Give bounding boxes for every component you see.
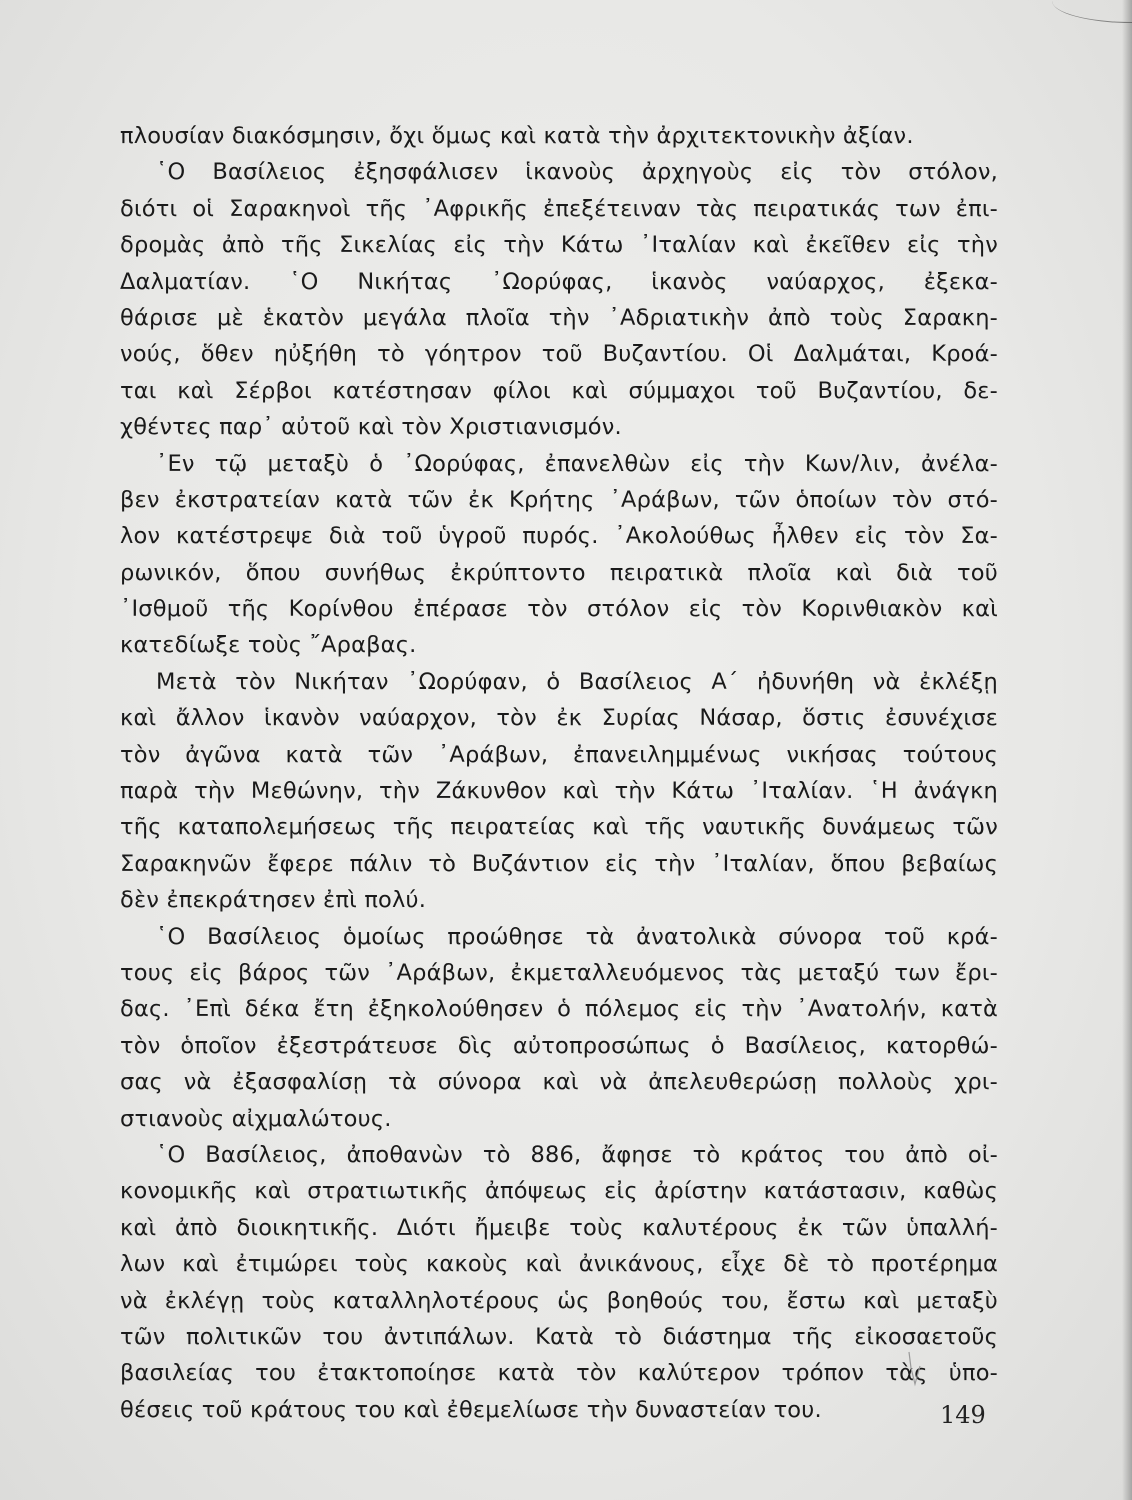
text-line: τῆς καταπολεμήσεως τῆς πειρατείας καὶ τῆς ναυτικῆς δυνάμεως τῶν xyxy=(120,814,998,841)
text-line: λον κατέστρεψε διὰ τοῦ ὑγροῦ πυρός. ᾿Ακολούθως ἦλθεν εἰς τὸν Σα- xyxy=(120,523,998,550)
text-line: παρὰ τὴν Μεθώνην, τὴν Ζάκυνθον καὶ τὴν Κάτω ᾿Ιταλίαν. ῾Η ἀνάγκη xyxy=(120,778,998,805)
text-line: πλουσίαν διακόσμησιν, ὄχι ὅμως καὶ κατὰ τὴν ἀρχιτεκτονικὴν ἀξίαν. xyxy=(120,123,914,149)
text-line: ρωνικόν, ὅπου συνήθως ἐκρύπτοντο πειρατικὰ πλοῖα καὶ διὰ τοῦ xyxy=(120,559,998,586)
text-line: τῶν πολιτικῶν του ἀντιπάλων. Κατὰ τὸ διάστημα τῆς εἰκοσαετοῦς xyxy=(120,1323,998,1350)
text-line: δρομὰς ἀπὸ τῆς Σικελίας εἰς τὴν Κάτω ᾿Ιταλίαν καὶ ἐκεῖθεν εἰς τὴν xyxy=(120,232,998,259)
text-line: ᾿Εν τῷ μεταξὺ ὁ ᾿Ωορύφας, ἐπανελθὼν εἰς τὴν Κων/λιν, ἀνέλα- xyxy=(156,450,998,477)
text-line: θάρισε μὲ ἑκατὸν μεγάλα πλοῖα τὴν ᾿Αδριατικὴν ἀπὸ τοὺς Σαρακη- xyxy=(120,304,998,331)
text-line: δας. ᾿Επὶ δέκα ἔτη ἐξηκολούθησεν ὁ πόλεμος εἰς τὴν ᾿Ανατολήν, κατὰ xyxy=(120,996,998,1023)
text-line: τὸν ὁποῖον ἐξεστράτευσε δὶς αὐτοπροσώπως ὁ Βασίλειος, κατορθώ- xyxy=(120,1032,998,1059)
text-line: βασιλείας του ἐτακτοποίησε κατὰ τὸν καλύτερον τρόπον τὰς ὑπο- xyxy=(120,1360,998,1387)
text-line: διότι οἱ Σαρακηνοὶ τῆς ᾿Αφρικῆς ἐπεξέτειναν τὰς πειρατικάς των ἐπι- xyxy=(120,195,998,222)
text-line: στιανοὺς αἰχμαλώτους. xyxy=(120,1105,392,1132)
text-line: λων καὶ ἐτιμώρει τοὺς κακοὺς καὶ ἀνικάνους, εἶχε δὲ τὸ προτέρημα xyxy=(120,1251,998,1278)
text-line: δὲν ἐπεκράτησεν ἐπὶ πολύ. xyxy=(120,887,427,914)
text-line: Δαλματίαν. ῾Ο Νικήτας ᾿Ωορύφας, ἱκανὸς ναύαρχος, ἐξεκα- xyxy=(120,268,998,295)
text-line: καὶ ἄλλον ἱκανὸν ναύαρχον, τὸν ἐκ Συρίας Νάσαρ, ὅστις ἐσυνέχισε xyxy=(120,705,998,732)
text-line: Μετὰ τὸν Νικήταν ᾿Ωορύφαν, ὁ Βασίλειος Α΄ ἠδυνήθη νὰ ἐκλέξῃ xyxy=(156,668,998,695)
body-text xyxy=(120,118,998,1428)
text-line: σας νὰ ἐξασφαλίσῃ τὰ σύνορα καὶ νὰ ἀπελευθερώσῃ πολλοὺς χρι- xyxy=(120,1069,998,1096)
text-line: θέσεις τοῦ κράτους του καὶ ἐθεμελίωσε τὴν δυναστείαν του. xyxy=(120,1396,822,1423)
text-line: ται καὶ Σέρβοι κατέστησαν φίλοι καὶ σύμμαχοι τοῦ Βυζαντίου, δε- xyxy=(120,377,998,404)
text-line: χθέντες παρ᾿ αὐτοῦ καὶ τὸν Χριστιανισμόν. xyxy=(120,414,622,441)
pencil-mark xyxy=(905,1350,925,1390)
page-corner-curl xyxy=(1052,0,1132,23)
text-line: ῾Ο Βασίλειος, ἀποθανὼν τὸ 886, ἄφησε τὸ κράτος του ἀπὸ οἰ- xyxy=(156,1141,998,1168)
text-line: τὸν ἀγῶνα κατὰ τῶν ᾿Αράβων, ἐπανειλημμένως νικήσας τούτους xyxy=(120,741,998,768)
text-line: ᾿Ισθμοῦ τῆς Κορίνθου ἐπέρασε τὸν στόλον εἰς τὸν Κορινθιακὸν καὶ xyxy=(120,596,998,623)
text-line: καὶ ἀπὸ διοικητικῆς. Διότι ἤμειβε τοὺς καλυτέρους ἐκ τῶν ὑπαλλή- xyxy=(120,1214,998,1241)
text-line: νὰ ἐκλέγῃ τοὺς καταλληλοτέρους ὡς βοηθούς του, ἔστω καὶ μεταξὺ xyxy=(120,1287,998,1314)
text-line: ῾Ο Βασίλειος ἐξησφάλισεν ἱκανοὺς ἀρχηγοὺς εἰς τὸν στόλον, xyxy=(156,159,998,186)
text-line: νούς, ὅθεν ηὐξήθη τὸ γόητρον τοῦ Βυζαντίου. Οἱ Δαλμάται, Κροά- xyxy=(120,341,998,368)
page-number: 149 xyxy=(940,1401,986,1429)
text-line: κατεδίωξε τοὺς ῎Αραβας. xyxy=(120,632,417,659)
page-edge-shadow xyxy=(1122,0,1132,1500)
text-line: τους εἰς βάρος τῶν ᾿Αράβων, ἐκμεταλλευόμενος τὰς μεταξύ των ἔρι- xyxy=(120,959,998,986)
text-line: Σαρακηνῶν ἔφερε πάλιν τὸ Βυζάντιον εἰς τὴν ᾿Ιταλίαν, ὅπου βεβαίως xyxy=(120,850,998,877)
text-line: ῾Ο Βασίλειος ὁμοίως προώθησε τὰ ἀνατολικὰ σύνορα τοῦ κρά- xyxy=(156,923,998,950)
text-line: βεν ἐκστρατείαν κατὰ τῶν ἐκ Κρήτης ᾿Αράβων, τῶν ὁποίων τὸν στό- xyxy=(120,486,998,513)
text-line: κονομικῆς καὶ στρατιωτικῆς ἀπόψεως εἰς ἀρίστην κατάστασιν, καθὼς xyxy=(120,1178,998,1205)
